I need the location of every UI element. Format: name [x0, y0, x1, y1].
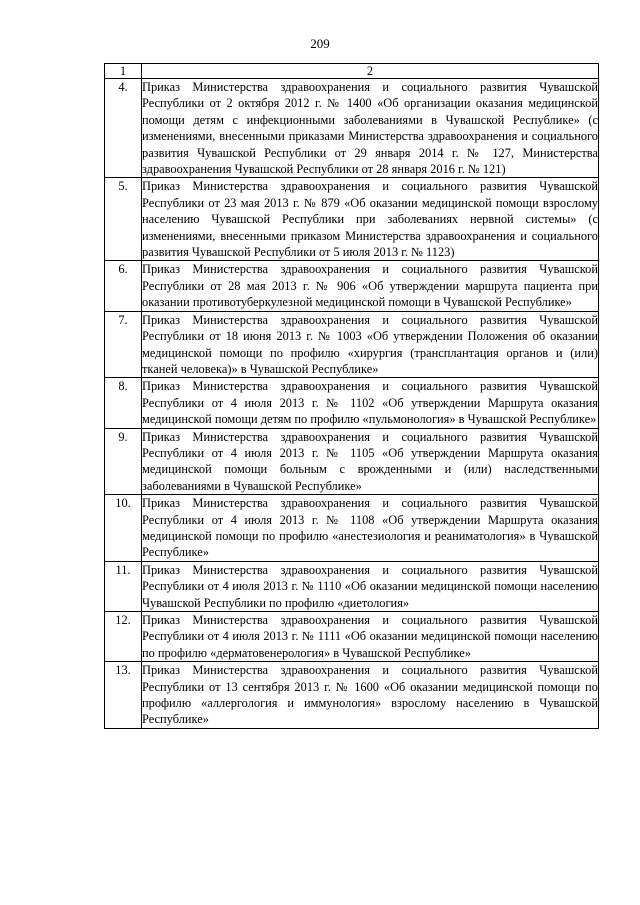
row-text: Приказ Министерства здравоохранения и социального развития Чувашской Республики от 4 июля 2013 г. № 1108 «Об утверждении Маршрута оказания медицинской помощи по профилю «анестезиология и реаниматология» в Чувашской Республике»: [142, 496, 598, 560]
column-header-number: 1: [105, 64, 142, 79]
row-text: Приказ Министерства здравоохранения и социального развития Чувашской Республики от 2 октября 2012 г. № 1400 «Об организации оказания медицинской помощи детям с инфекционными заболеваниями в Чувашской Республике» (с изменениями, внесенными приказами Министерства здравоохранения и социального развития Чувашской Республики от 29 января 2014 г. № 127, Министерства здравоохранения Чувашской Республики от 28 января 2016 г. № 121): [142, 80, 598, 177]
page-number: 209: [310, 36, 330, 51]
row-text: Приказ Министерства здравоохранения и социального развития Чувашской Республики от 28 мая 2013 г. № 906 «Об утверждении маршрута пациента при оказании противотуберкулезной медицинской помощи в Чувашской Республике»: [142, 262, 598, 310]
row-number: 12.: [105, 612, 142, 662]
table-row: [105, 261, 599, 311]
row-number: 4.: [105, 79, 142, 178]
table-row: [105, 662, 599, 729]
row-number: 6.: [105, 261, 142, 311]
table-row: [105, 561, 599, 611]
table-row: [105, 495, 599, 562]
row-text: Приказ Министерства здравоохранения и социального развития Чувашской Республики от 4 июля 2013 г. № 1105 «Об утверждении Маршрута оказания медицинской помощи больным с врожденными и (или) наследственными заболеваниями в Чувашской Республике»: [142, 429, 598, 493]
table-row: [105, 178, 599, 261]
table-row: [105, 612, 599, 662]
row-number: 11.: [105, 561, 142, 611]
table-header-row: [105, 64, 599, 79]
table-row: [105, 79, 599, 178]
row-number: 8.: [105, 378, 142, 428]
row-number: 10.: [105, 495, 142, 562]
column-header-text: 2: [142, 64, 599, 79]
row-text: Приказ Министерства здравоохранения и социального развития Чувашской Республики от 23 мая 2013 г. № 879 «Об оказании медицинской помощи взрослому населению Чувашской Республики при заболеваниях нервной системы» (с изменениями, внесенными приказом Министерства здравоохранения и социального развития Чувашской Республики от 5 июля 2013 г. № 1123): [142, 179, 598, 260]
table-row: [105, 311, 599, 378]
table-row: [105, 428, 599, 495]
row-text: Приказ Министерства здравоохранения и социального развития Чувашской Республики от 18 июня 2013 г. № 1003 «Об утверждении Положения об оказании медицинской помощи по профилю «хирургия (трансплантация органов и (или) тканей человека)» в Чувашской Республике»: [142, 312, 598, 376]
row-number: 13.: [105, 662, 142, 729]
row-text: Приказ Министерства здравоохранения и социального развития Чувашской Республики от 13 сентября 2013 г. № 1600 «Об оказании медицинской помощи по профилю «аллергология и иммунология» взрослому населению в Чувашской Республике»: [142, 663, 598, 727]
table-row: [105, 378, 599, 428]
row-text: Приказ Министерства здравоохранения и социального развития Чувашской Республики от 4 июля 2013 г. № 1102 «Об утверждении Маршрута оказания медицинской помощи детям по профилю «пульмонология» в Чувашской Республике»: [142, 379, 598, 427]
row-text: Приказ Министерства здравоохранения и социального развития Чувашской Республики от 4 июля 2013 г. № 1111 «Об оказании медицинской помощи населению по профилю «дерматовенерология» в Чувашской Республике»: [142, 613, 598, 660]
row-number: 7.: [105, 311, 142, 378]
row-text: Приказ Министерства здравоохранения и социального развития Чувашской Республики от 4 июля 2013 г. № 1110 «Об оказании медицинской помощи населению Чувашской Республики по профилю «диетология»: [142, 562, 598, 610]
row-number: 9.: [105, 428, 142, 495]
document-table: [104, 63, 599, 729]
row-number: 5.: [105, 178, 142, 261]
